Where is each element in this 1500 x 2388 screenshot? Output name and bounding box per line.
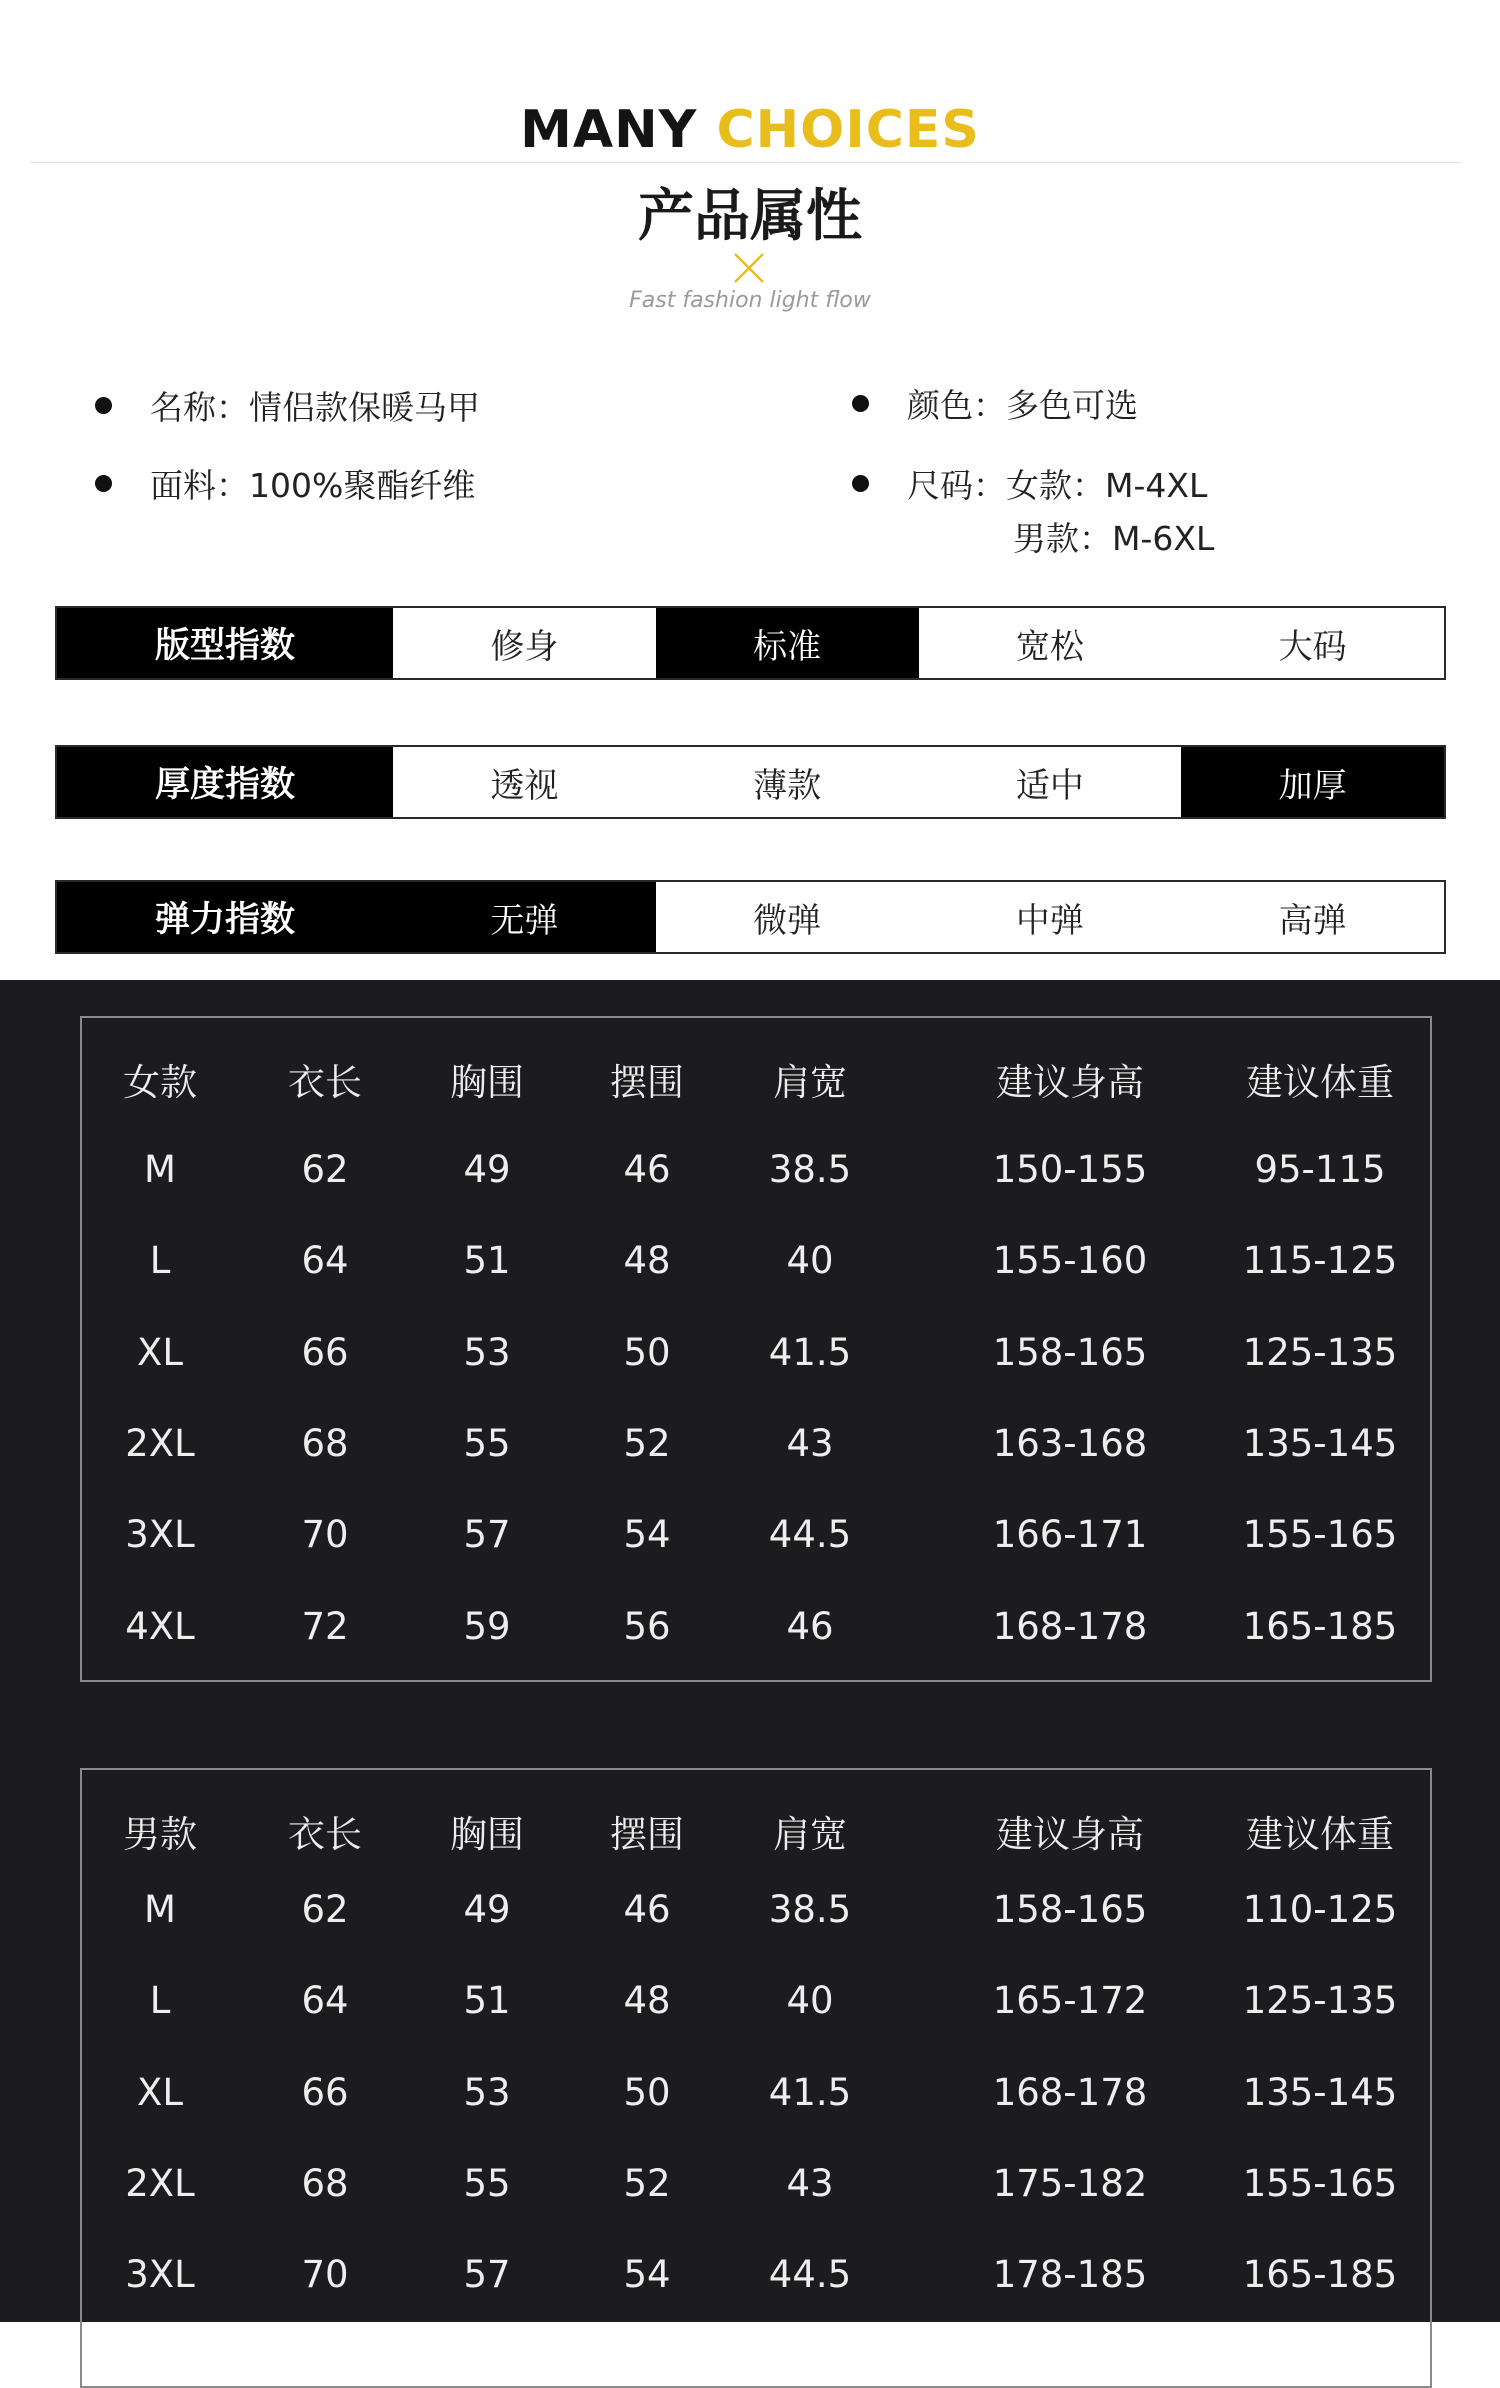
table-header-cell: 建议体重 <box>1246 1813 1394 1856</box>
table-cell: 55 <box>463 2161 511 2205</box>
table-cell: 68 <box>301 2161 349 2205</box>
table-cell: 70 <box>301 2253 349 2297</box>
table-cell: M <box>144 1888 176 1931</box>
table-row <box>82 1231 1430 1291</box>
index-bar-fit <box>55 606 1446 680</box>
table-cell: 155-160 <box>992 1239 1148 1283</box>
bullet-icon <box>852 395 869 412</box>
table-header-cell: 胸围 <box>450 1061 524 1104</box>
table-cell: 165-185 <box>1242 2253 1398 2297</box>
tagline: Fast fashion light flow <box>629 288 871 313</box>
attr-color-text: 颜色：多色可选 <box>907 386 1138 425</box>
page-title <box>0 100 1500 160</box>
index-bar-thickness <box>55 745 1446 819</box>
attr-name <box>95 382 480 429</box>
table-cell: 57 <box>463 2253 511 2297</box>
size-chart-section <box>0 980 1500 2322</box>
table-cell: 135-145 <box>1242 2070 1398 2114</box>
index-label: 弹力指数 <box>57 882 393 952</box>
table-cell: 155-165 <box>1242 1513 1398 1557</box>
table-header-cell: 建议身高 <box>996 1813 1144 1856</box>
table-row <box>82 2154 1430 2214</box>
table-header-cell: 衣长 <box>288 1061 362 1104</box>
index-option: 中弹 <box>1015 900 1084 941</box>
table-cell: 54 <box>623 2253 671 2297</box>
index-option: 透视 <box>490 765 559 806</box>
table-cell: 40 <box>786 1239 834 1283</box>
table-cell: XL <box>137 1330 183 1374</box>
page-subtitle: 产品属性 <box>638 184 862 249</box>
table-cell: 44.5 <box>768 2253 852 2297</box>
table-header-cell: 胸围 <box>450 1813 524 1856</box>
table-cell: 51 <box>463 1239 511 1283</box>
table-header-row <box>82 1053 1430 1113</box>
table-cell: 41.5 <box>768 1330 852 1374</box>
table-cell: 50 <box>623 1330 671 1374</box>
bullet-icon <box>852 475 869 492</box>
table-cell: 46 <box>623 1148 671 1191</box>
table-cell: 41.5 <box>768 2070 852 2114</box>
table-cell: 165-172 <box>992 1979 1148 2023</box>
men-size-table <box>80 1768 1432 2388</box>
attr-size-men-text: 男款：M-6XL <box>1013 519 1215 558</box>
table-cell: 51 <box>463 1979 511 2023</box>
table-cell: 38.5 <box>768 1148 852 1191</box>
table-cell: 4XL <box>125 1604 195 1648</box>
table-cell: 50 <box>623 2070 671 2114</box>
table-cell: XL <box>137 2070 183 2114</box>
table-row <box>82 1505 1430 1565</box>
table-cell: 115-125 <box>1242 1239 1398 1283</box>
table-cell: 64 <box>301 1239 349 1283</box>
attr-name-text: 名称：情侣款保暖马甲 <box>150 388 480 427</box>
table-cell: 59 <box>463 1604 511 1648</box>
index-option: 修身 <box>490 626 559 667</box>
table-cell: 155-165 <box>1242 2161 1398 2205</box>
table-cell: 46 <box>786 1604 834 1648</box>
attr-color <box>852 380 1138 427</box>
index-bar-elasticity <box>55 880 1446 954</box>
table-row <box>82 1971 1430 2031</box>
table-cell: 66 <box>301 2070 349 2114</box>
table-cell: L <box>149 1239 171 1283</box>
index-option: 适中 <box>1015 765 1084 806</box>
women-size-table <box>80 1016 1432 1682</box>
table-cell: 56 <box>623 1604 671 1648</box>
table-header-cell: 女款 <box>123 1061 197 1104</box>
table-cell: M <box>144 1148 176 1191</box>
table-cell: 3XL <box>125 1513 195 1557</box>
attr-size-women-text: 尺码：女款：M-4XL <box>907 466 1208 505</box>
index-label: 厚度指数 <box>57 747 393 817</box>
table-cell: 110-125 <box>1242 1888 1398 1931</box>
index-option: 无弹 <box>393 882 656 952</box>
table-header-cell: 摆围 <box>610 1813 684 1856</box>
table-cell: 66 <box>301 1330 349 1374</box>
bullet-icon <box>95 397 112 414</box>
table-cell: 52 <box>623 1421 671 1465</box>
table-cell: 168-178 <box>992 1604 1148 1648</box>
table-cell: 125-135 <box>1242 1330 1398 1374</box>
table-row <box>82 1140 1430 1200</box>
table-row <box>82 2063 1430 2123</box>
table-cell: 52 <box>623 2161 671 2205</box>
table-cell: 166-171 <box>992 1513 1148 1557</box>
table-row <box>82 1597 1430 1657</box>
table-cell: 53 <box>463 1330 511 1374</box>
index-option: 大码 <box>1278 626 1347 667</box>
table-row <box>82 1323 1430 1383</box>
table-cell: 62 <box>301 1888 349 1931</box>
table-cell: 40 <box>786 1979 834 2023</box>
attr-fabric-text: 面料：100%聚酯纤维 <box>150 466 476 505</box>
table-cell: 46 <box>623 1888 671 1931</box>
table-cell: 72 <box>301 1604 349 1648</box>
table-cell: 178-185 <box>992 2253 1148 2297</box>
table-cell: 3XL <box>125 2253 195 2297</box>
table-header-cell: 建议体重 <box>1246 1061 1394 1104</box>
table-header-row <box>82 1805 1430 1865</box>
table-cell: 48 <box>623 1979 671 2023</box>
table-row <box>82 2245 1430 2305</box>
table-cell: 48 <box>623 1239 671 1283</box>
table-cell: 54 <box>623 1513 671 1557</box>
table-row <box>82 1880 1430 1940</box>
table-header-cell: 摆围 <box>610 1061 684 1104</box>
attr-size-men <box>1013 513 1214 560</box>
table-header-cell: 男款 <box>123 1813 197 1856</box>
index-label: 版型指数 <box>57 608 393 678</box>
table-cell: 158-165 <box>992 1330 1148 1374</box>
table-header-cell: 衣长 <box>288 1813 362 1856</box>
table-cell: 38.5 <box>768 1888 852 1931</box>
table-cell: 55 <box>463 1421 511 1465</box>
index-option: 宽松 <box>1015 626 1084 667</box>
table-header-cell: 建议身高 <box>996 1061 1144 1104</box>
index-option: 加厚 <box>1181 747 1444 817</box>
table-cell: 43 <box>786 2161 834 2205</box>
table-cell: 125-135 <box>1242 1979 1398 2023</box>
table-row <box>82 1414 1430 1474</box>
table-cell: 62 <box>301 1148 349 1191</box>
index-option: 微弹 <box>753 900 822 941</box>
table-cell: 57 <box>463 1513 511 1557</box>
title-word-choices: CHOICES <box>716 100 980 160</box>
table-cell: 158-165 <box>992 1888 1148 1931</box>
table-cell: 49 <box>463 1148 511 1191</box>
table-header-cell: 肩宽 <box>773 1061 847 1104</box>
table-cell: 2XL <box>125 2161 195 2205</box>
table-cell: 64 <box>301 1979 349 2023</box>
table-cell: 49 <box>463 1888 511 1931</box>
table-cell: 150-155 <box>992 1148 1148 1191</box>
table-cell: L <box>149 1979 171 2023</box>
cross-icon <box>731 250 767 286</box>
attr-size <box>852 460 1207 507</box>
attr-fabric <box>95 460 475 507</box>
table-header-cell: 肩宽 <box>773 1813 847 1856</box>
title-word-many: MANY <box>520 100 698 160</box>
table-cell: 70 <box>301 1513 349 1557</box>
index-option: 高弹 <box>1278 900 1347 941</box>
table-cell: 2XL <box>125 1421 195 1465</box>
table-cell: 168-178 <box>992 2070 1148 2114</box>
index-option: 薄款 <box>753 765 822 806</box>
table-cell: 95-115 <box>1254 1148 1386 1191</box>
table-cell: 44.5 <box>768 1513 852 1557</box>
table-cell: 43 <box>786 1421 834 1465</box>
table-cell: 68 <box>301 1421 349 1465</box>
table-cell: 135-145 <box>1242 1421 1398 1465</box>
table-cell: 163-168 <box>992 1421 1148 1465</box>
bullet-icon <box>95 475 112 492</box>
table-cell: 175-182 <box>992 2161 1148 2205</box>
table-cell: 53 <box>463 2070 511 2114</box>
index-option: 标准 <box>656 608 919 678</box>
header-divider <box>30 162 1462 163</box>
table-cell: 165-185 <box>1242 1604 1398 1648</box>
